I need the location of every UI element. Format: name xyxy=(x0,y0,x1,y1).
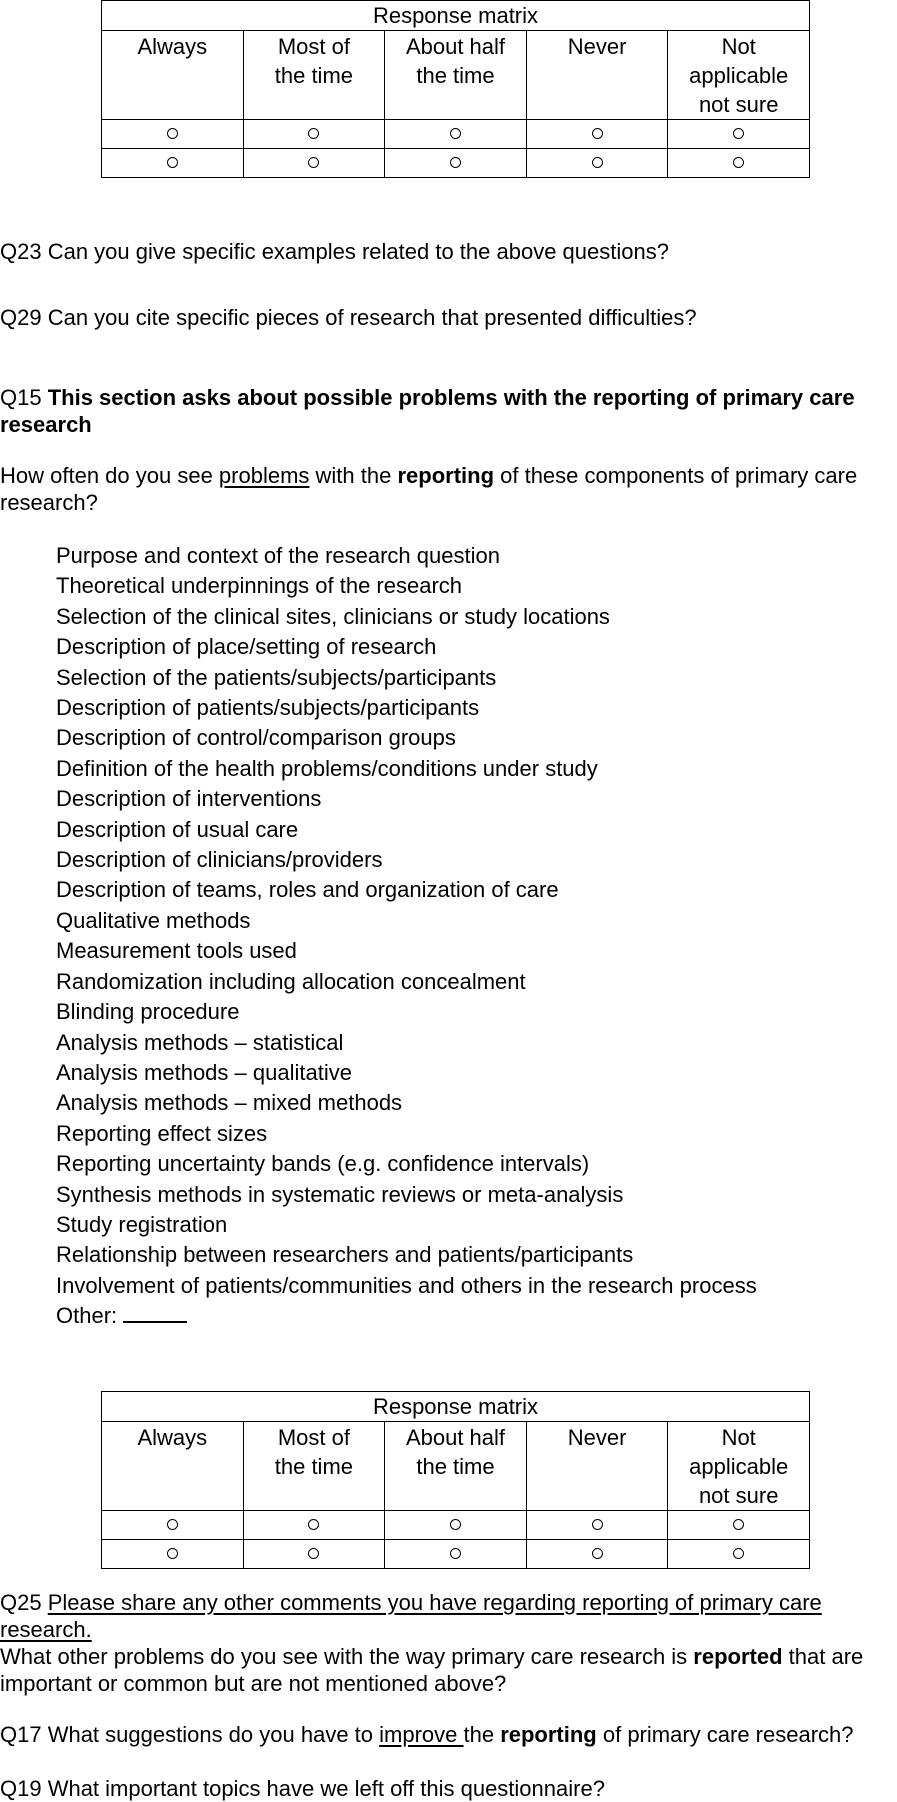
list-item: Description of interventions xyxy=(56,786,322,812)
list-item: Purpose and context of the research question xyxy=(56,543,500,568)
radio-button[interactable] xyxy=(102,120,244,149)
list-item: Definition of the health problems/conditions under study xyxy=(56,755,598,781)
radio-button[interactable] xyxy=(385,1511,527,1540)
list-item: Synthesis methods in systematic reviews or meta-analysis xyxy=(56,1181,624,1207)
radio-button[interactable] xyxy=(668,1511,810,1540)
list-item: Study registration xyxy=(56,1211,228,1237)
q15-prompt: How often do you see problems with the reporting of these components of primary care research? xyxy=(0,463,858,515)
list-item: Theoretical underpinnings of the research xyxy=(56,573,463,599)
radio-button[interactable] xyxy=(526,149,668,178)
col-header-never: Never xyxy=(526,1422,668,1511)
list-item: Blinding procedure xyxy=(56,999,240,1025)
col-header-always: Always xyxy=(102,1422,244,1511)
list-item: Randomization including allocation concealment xyxy=(56,968,526,994)
col-header-most: Most of the time xyxy=(243,31,385,120)
list-item: Description of control/comparison groups xyxy=(56,725,456,751)
radio-button[interactable] xyxy=(385,1540,527,1569)
response-matrix-1 xyxy=(101,0,810,178)
radio-button[interactable] xyxy=(526,1540,668,1569)
list-item: Description of patients/subjects/participants xyxy=(56,695,480,721)
question-q23: Q23 Can you give specific examples related to the above questions? xyxy=(0,239,669,264)
col-header-most: Most of the time xyxy=(243,1422,385,1511)
radio-button[interactable] xyxy=(385,120,527,149)
question-q15: Q15 This section asks about possible problems with the reporting of primary care research xyxy=(0,385,855,437)
list-item: Description of place/setting of research xyxy=(56,634,437,660)
col-header-half: About half the time xyxy=(385,1422,527,1511)
list-item: Reporting effect sizes xyxy=(56,1120,268,1146)
list-item: Description of teams, roles and organization of care xyxy=(56,877,559,903)
list-item: Qualitative methods xyxy=(56,907,251,933)
col-header-always: Always xyxy=(102,31,244,120)
other-item: Other: xyxy=(56,1301,757,1331)
col-header-na: Not applicable not sure xyxy=(668,1422,810,1511)
radio-button[interactable] xyxy=(102,1540,244,1569)
list-item: Analysis methods – mixed methods xyxy=(56,1090,403,1116)
question-q25: Q25 Please share any other comments you have regarding reporting of primary care research. What other problems do you see with the way primary care research is reported that are important or common but are not mentioned above? xyxy=(0,1590,864,1696)
list-item: Analysis methods – statistical xyxy=(56,1029,344,1055)
matrix-title: Response matrix xyxy=(102,1,810,31)
list-item: Measurement tools used xyxy=(56,938,297,964)
question-q17: Q17 What suggestions do you have to improve the reporting of primary care research? xyxy=(0,1722,854,1747)
list-item: Description of clinicians/providers xyxy=(56,847,383,873)
col-header-half: About half the time xyxy=(385,31,527,120)
radio-button[interactable] xyxy=(102,1511,244,1540)
radio-button[interactable] xyxy=(243,149,385,178)
radio-button[interactable] xyxy=(385,149,527,178)
radio-button[interactable] xyxy=(668,149,810,178)
list-item: Description of usual care xyxy=(56,816,299,842)
list-item: Reporting uncertainty bands (e.g. confidence intervals) xyxy=(56,1151,590,1177)
other-blank-field[interactable] xyxy=(123,1301,187,1323)
radio-button[interactable] xyxy=(526,1511,668,1540)
radio-button[interactable] xyxy=(526,120,668,149)
radio-button[interactable] xyxy=(102,149,244,178)
list-item: Involvement of patients/communities and others in the research process xyxy=(56,1272,757,1298)
matrix-title: Response matrix xyxy=(102,1392,810,1422)
radio-button[interactable] xyxy=(668,1540,810,1569)
col-header-never: Never xyxy=(526,31,668,120)
list-item: Relationship between researchers and patients/participants xyxy=(56,1242,634,1268)
q15-title: This section asks about possible problems with the reporting of primary care xyxy=(47,385,855,410)
response-matrix-2 xyxy=(101,1391,810,1569)
component-list xyxy=(56,541,757,1332)
list-item: Selection of the patients/subjects/participants xyxy=(56,664,497,690)
col-header-na: Not applicable not sure xyxy=(668,31,810,120)
list-item: Analysis methods – qualitative xyxy=(56,1059,352,1085)
radio-button[interactable] xyxy=(668,120,810,149)
question-q19: Q19 What important topics have we left off this questionnaire? xyxy=(0,1776,605,1801)
question-q29: Q29 Can you cite specific pieces of research that presented difficulties? xyxy=(0,305,697,330)
radio-button[interactable] xyxy=(243,1511,385,1540)
radio-button[interactable] xyxy=(243,120,385,149)
list-item: Selection of the clinical sites, clinicians or study locations xyxy=(56,603,610,629)
radio-button[interactable] xyxy=(243,1540,385,1569)
